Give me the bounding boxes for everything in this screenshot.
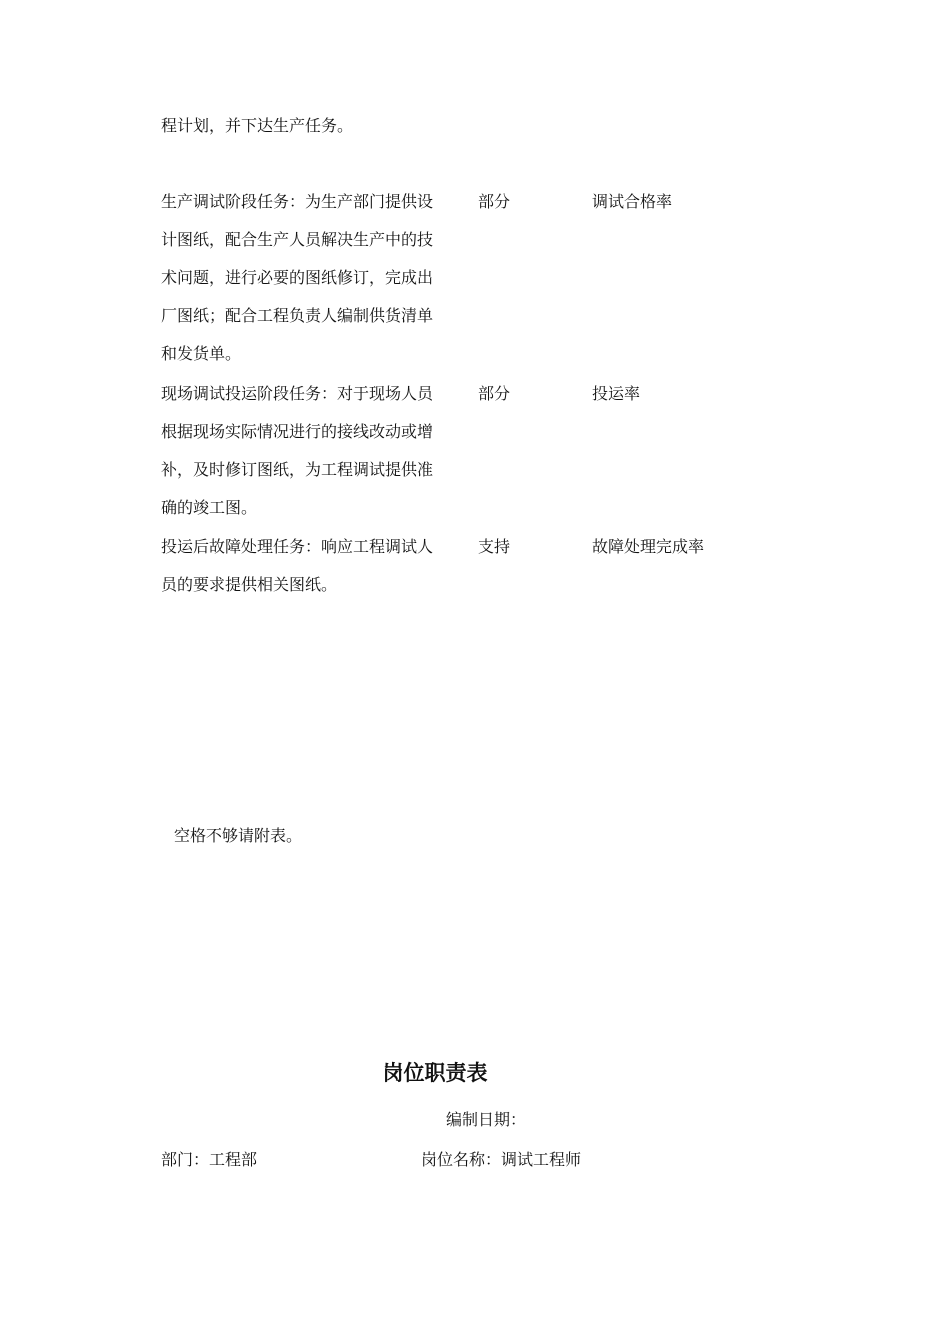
task-description	[161, 536, 466, 612]
attachment-note: 空格不够请附表。	[174, 826, 303, 845]
task-kpi: 故障处理完成率	[592, 537, 705, 556]
task-role: 部分	[478, 384, 511, 403]
task-kpi: 调试合格率	[592, 192, 673, 211]
task-line: 厂图纸；配合工程负责人编制供货清单	[161, 306, 434, 325]
task-kpi: 投运率	[592, 384, 641, 403]
task-line: 现场调试投运阶段任务：对于现场人员	[161, 384, 434, 403]
task-description	[161, 191, 466, 381]
task-role: 部分	[478, 192, 511, 211]
task-line: 员的要求提供相关图纸。	[161, 575, 338, 594]
task-description	[161, 383, 466, 535]
position-label: 岗位名称：调试工程师	[421, 1150, 582, 1169]
continued-task-text: 程计划，并下达生产任务。	[161, 116, 354, 135]
task-line: 补，及时修订图纸，为工程调试提供准	[161, 460, 434, 479]
task-line: 术问题，进行必要的图纸修订，完成出	[161, 268, 434, 287]
task-line: 投运后故障处理任务：响应工程调试人	[161, 537, 434, 556]
date-label: 编制日期：	[446, 1110, 527, 1129]
task-line: 生产调试阶段任务：为生产部门提供设	[161, 192, 434, 211]
task-role: 支持	[478, 537, 511, 556]
task-line: 和发货单。	[161, 344, 242, 363]
department-label: 部门：工程部	[161, 1150, 258, 1169]
task-line: 根据现场实际情况进行的接线改动或增	[161, 422, 434, 441]
form-title: 岗位职责表	[382, 1060, 488, 1085]
task-line: 计图纸，配合生产人员解决生产中的技	[161, 230, 434, 249]
task-line: 确的竣工图。	[161, 498, 258, 517]
